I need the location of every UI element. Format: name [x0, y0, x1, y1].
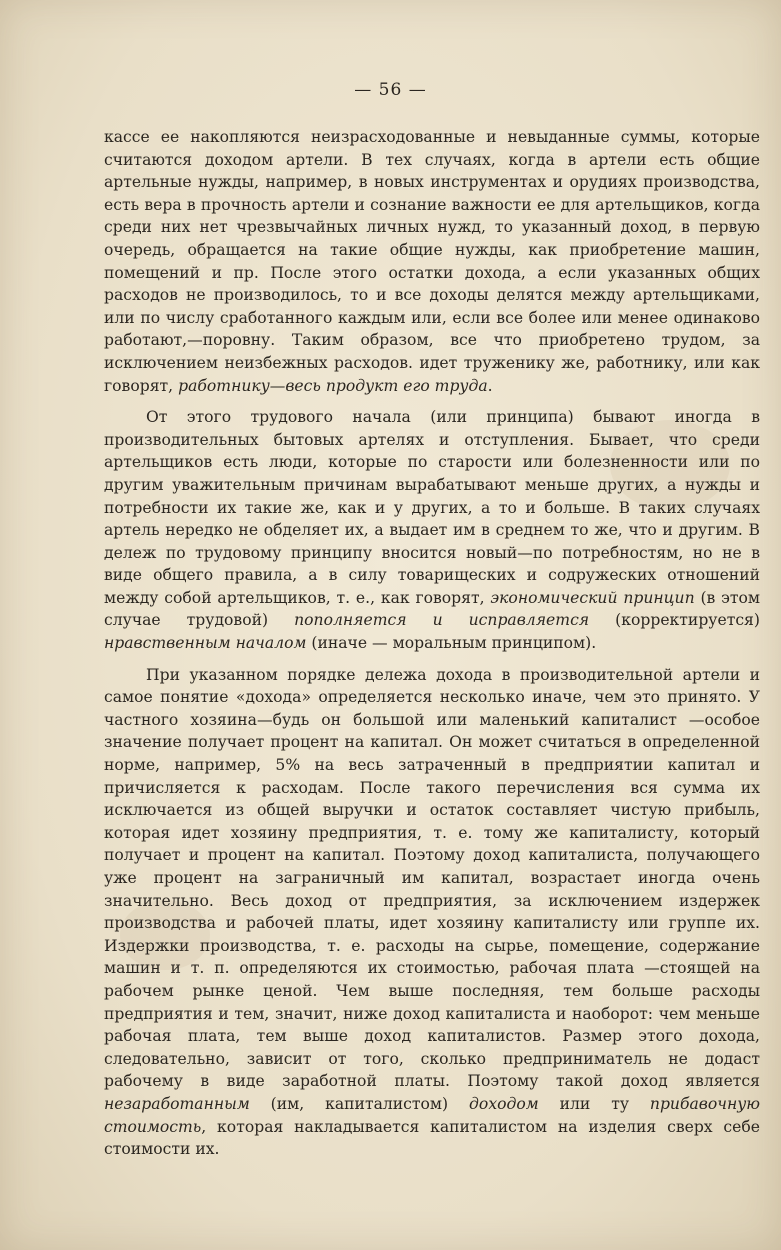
page-number: — 56 —	[354, 80, 427, 100]
emphasis-text: пополняется и исправляется	[294, 611, 590, 630]
body-text	[104, 126, 760, 1161]
emphasis-text: доходом	[469, 1094, 539, 1113]
text-run: кассе ее накопляются неизрасходованные и невыданные суммы, которые считаются доходом артели. В тех случаях, когда в артели есть общие артельные нужды, например, в новых инструментах и орудиях производства, есть вера в прочность артели и сознание важности ее для артельщиков, когда среди них нет чрезвычайных личных нужд, то указанный доход, в первую очередь, обращается на такие общие нужды, как приобретение машин, помещений и пр. После этого остатки дохода, а если указанных общих расходов не производилось, то и все доходы делятся между артельщиками, или по числу сработанного каждым или, если все более или менее одинаково работают,—поровну. Таким образом, все что приобретено трудом, за исключением неизбежных расходов. идет труженику же, работнику, или как говорят,	[104, 128, 760, 395]
text-run: (им, капиталистом)	[249, 1094, 470, 1113]
text-run: , которая накладывается капиталистом на изделия сверх себе стоимости их.	[104, 1117, 760, 1159]
emphasis-text: нравственным началом	[104, 634, 307, 653]
text-run: (в этом случае трудовой)	[104, 588, 761, 630]
text-run: (корректируется)	[589, 611, 760, 630]
paragraph	[104, 406, 760, 655]
text-run: От этого трудового начала (или принципа) бывают иногда в производительных бытовых артелях и отступления. Бывает, что среди артельщиков есть люди, которые по старости или болезненности или по другим уважительным причинам вырабатывают меньше других, а нужды и потребности их такие же, как и у других, а то и больше. В таких случаях артель нередко не обделяет их, а выдает им в среднем то же, что и другим. В дележ по трудовому принципу вносится новый—по потребностям, но не в виде общего правила, а в силу товарищеских и содружеских отношений между собой артельщиков, т. е., как говорят,	[104, 408, 760, 607]
text-run: При указанном порядке дележа дохода в производительной артели и самое понятие «дохода» определяется несколько иначе, чем это принято. У частного хозяина—будь он большой или маленький капиталист —особое значение получает процент на капитал. Он может считаться в определенной норме, например, 5% на весь затраченный в предприятии капитал и причисляется к расходам. После такого перечисления вся сумма их исключается из общей выручки и остаток составляет чистую прибыль, которая идет хозяину предприятия, т. е. тому же капиталисту, который получает и процент на капитал. Поэтому доход капиталиста, получающего уже процент на заграничный им капитал, возрастает иногда очень значительно. Весь доход от предприятия, за исключением издержек производства и рабочей платы, идет хозяину капиталисту или группе их. Издержки производства, т. е. расходы на сырье, помещение, содержание машин и т. п. определяются их стоимостью, рабочая плата —стоящей на рабочем рынке ценой. Чем выше последняя, тем больше расходы предприятия и тем, значит, ниже доход капиталиста и наоборот: чем меньше рабочая плата, тем выше доход капиталистов. Размер этого дохода, следовательно, зависит от того, сколько предприниматель не додаст рабочему в виде заработной платы. Поэтому такой доход является	[104, 665, 760, 1091]
text-run: .	[487, 376, 493, 395]
text-run: (иначе — моральным принципом).	[306, 634, 597, 653]
emphasis-text: прибавочную стоимость	[104, 1094, 760, 1136]
text-run: или ту	[538, 1094, 650, 1113]
paragraph	[104, 664, 760, 1161]
emphasis-text: экономический принцип	[490, 588, 695, 607]
paragraph	[104, 126, 760, 397]
emphasis-text: незаработанным	[104, 1094, 250, 1113]
emphasis-text: работнику—весь продукт его труда	[178, 376, 488, 395]
